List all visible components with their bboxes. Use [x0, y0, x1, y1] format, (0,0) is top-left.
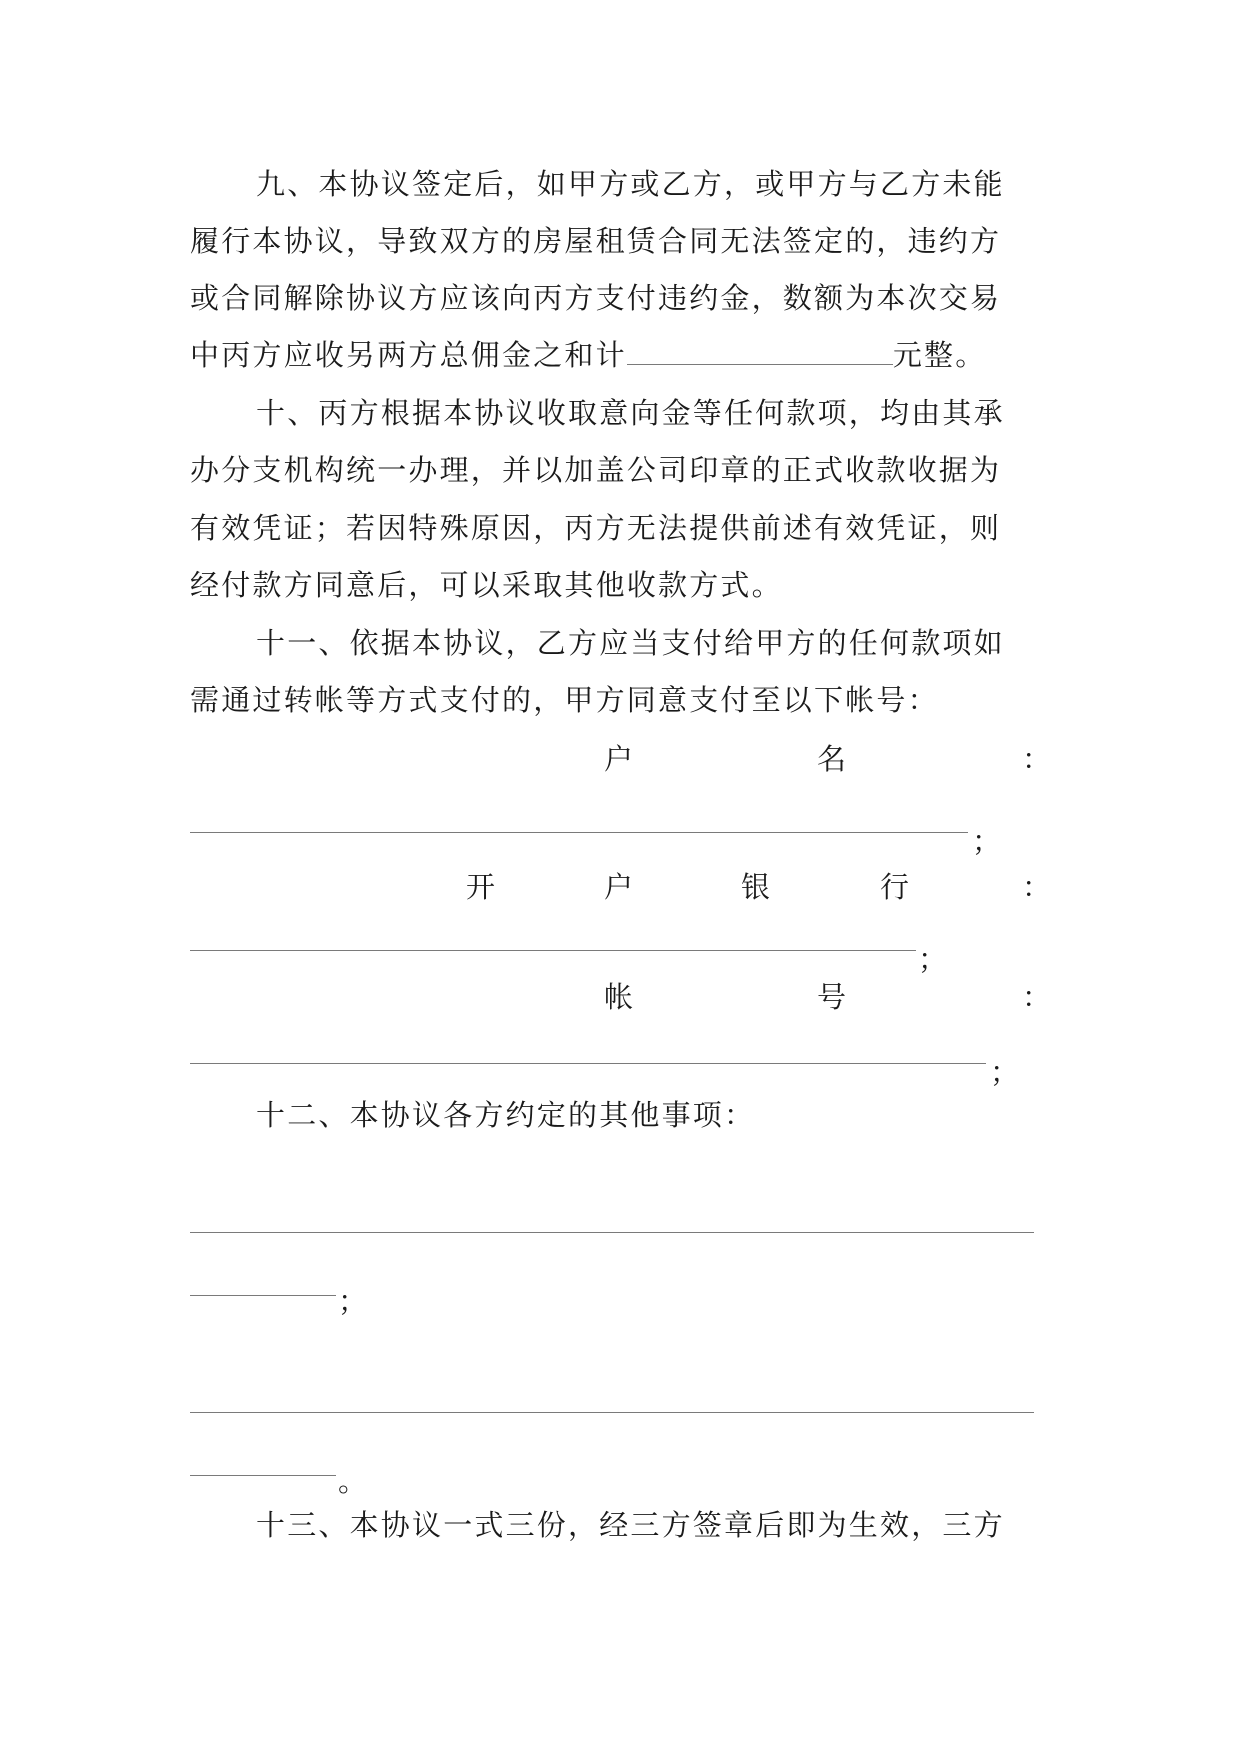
bank-label-char-3: 银 [741, 870, 771, 904]
clause-10-line-2: 办分支机构统一办理，并以加盖公司印章的正式收款收据为 [190, 453, 1002, 487]
account-name-semicolon: ； [972, 824, 1002, 858]
clause-10-line-1: 十、丙方根据本协议收取意向金等任何款项，均由其承 [256, 396, 1005, 430]
account-name-label-char-1: 户 [604, 742, 634, 776]
account-name-label-char-2: 名 [817, 742, 847, 776]
bank-colon: ： [1022, 870, 1052, 904]
bank-label-char-2: 户 [604, 870, 634, 904]
other-matters-semicolon: ； [338, 1284, 368, 1318]
clause-10-line-4: 经付款方同意后，可以采取其他收款方式。 [190, 568, 783, 602]
clause-9-line-2: 履行本协议，导致双方的房屋租赁合同无法签定的，违约方 [190, 224, 1002, 258]
account-name-blank[interactable] [190, 832, 968, 833]
other-matters-blank-2-cont[interactable] [190, 1475, 336, 1476]
account-number-label-char-1: 帐 [604, 980, 634, 1014]
clause-9-line-3: 或合同解除协议方应该向丙方支付违约金，数额为本次交易 [190, 281, 1002, 315]
account-number-colon: ： [1022, 980, 1052, 1014]
bank-blank[interactable] [190, 950, 916, 951]
clause-12-line-1: 十二、本协议各方约定的其他事项： [256, 1098, 756, 1132]
account-number-blank[interactable] [190, 1063, 986, 1064]
bank-label-char-4: 行 [880, 870, 910, 904]
bank-semicolon: ； [918, 942, 948, 976]
clause-9-line-4-suffix: 元整。 [892, 338, 987, 372]
clause-11-line-2: 需通过转帐等方式支付的，甲方同意支付至以下帐号： [190, 683, 939, 717]
clause-10-line-3: 有效凭证；若因特殊原因，丙方无法提供前述有效凭证，则 [190, 511, 1002, 545]
other-matters-blank-2[interactable] [190, 1412, 1034, 1413]
account-number-label-char-2: 号 [817, 980, 847, 1014]
clause-9-line-4 [190, 326, 1050, 384]
other-matters-blank-1-cont[interactable] [190, 1295, 336, 1296]
bank-label-char-1: 开 [466, 870, 496, 904]
commission-amount-blank[interactable] [627, 342, 893, 365]
other-matters-blank-1[interactable] [190, 1232, 1034, 1233]
clause-9-line-1: 九、本协议签定后，如甲方或乙方，或甲方与乙方未能 [256, 167, 1005, 201]
other-matters-period: 。 [338, 1464, 368, 1498]
clause-11-line-1: 十一、依据本协议，乙方应当支付给甲方的任何款项如 [256, 626, 1005, 660]
clause-13-line-1: 十三、本协议一式三份，经三方签章后即为生效，三方 [256, 1508, 1005, 1542]
account-name-colon: ： [1022, 742, 1052, 776]
account-number-semicolon: ； [990, 1055, 1020, 1089]
clause-9-line-4-prefix: 中丙方应收另两方总佣金之和计 [190, 338, 627, 372]
